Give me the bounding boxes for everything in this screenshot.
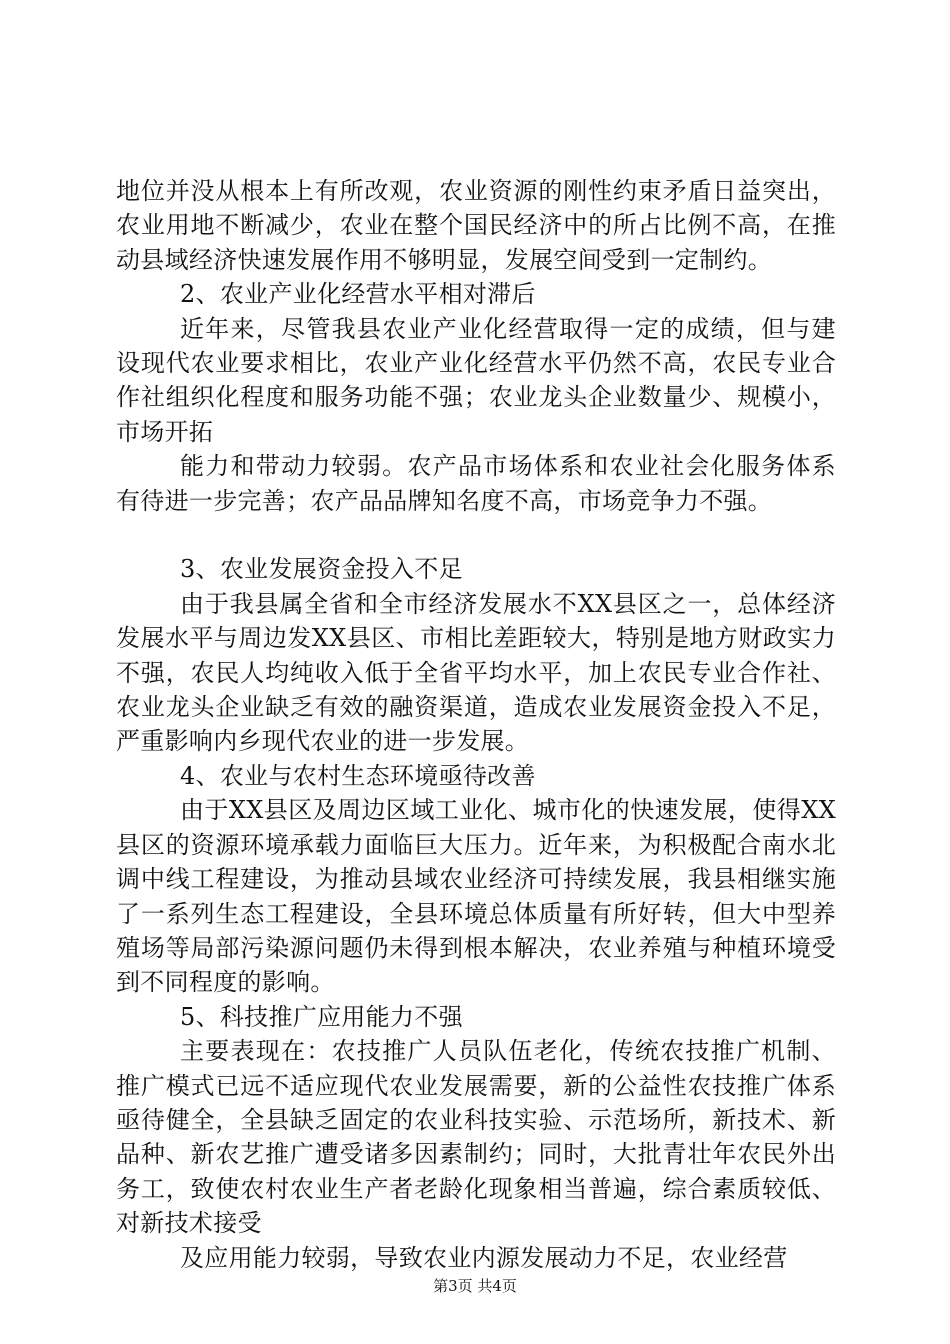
paragraph: 由于XX县区及周边区域工业化、城市化的快速发展，使得XX县区的资源环境承载力面临巨大压力。近年来，为积极配合南水北调中线工程建设，为推动县域农业经济可持续发展，我县相继实施了一系列生态工程建设，全县环境总体质量有所好转，但大中型养殖场等局部污染源问题仍未得到根本解决，农业养殖与种植环境受到不同程度的影响。: [116, 796, 836, 997]
paragraph: 由于我县属全省和全市经济发展水不XX县区之一，总体经济发展水平与周边发XX县区、市相比差距较大，特别是地方财政实力不强，农民人均纯收入低于全省平均水平，加上农民专业合作社、农业龙头企业缺乏有效的融资渠道，造成农业发展资金投入不足，严重影响内乡现代农业的进一步发展。: [116, 589, 836, 756]
paragraph: 主要表现在：农技推广人员队伍老化，传统农技推广机制、推广模式已远不适应现代农业发展需要，新的公益性农技推广体系亟待健全，全县缺乏固定的农业科技实验、示范场所，新技术、新品种、新农艺推广遭受诸多因素制约；同时，大批青壮年农民外出务工，致使农村农业生产者老龄化现象相当普遍，综合素质较低、对新技术接受: [116, 1037, 836, 1238]
paragraph: 3、农业发展资金投入不足: [180, 555, 463, 584]
paragraph: 5、科技推广应用能力不强: [180, 1002, 463, 1031]
document-body: [116, 174, 836, 1275]
blank-line: [116, 518, 836, 552]
paragraph: 近年来，尽管我县农业产业化经营取得一定的成绩，但与建设现代农业要求相比，农业产业化经营水平仍然不高，农民专业合作社组织化程度和服务功能不强；农业龙头企业数量少、规模小，市场开拓: [116, 314, 836, 446]
paragraph: 地位并没从根本上有所改观，农业资源的刚性约束矛盾日益突出，农业用地不断减少，农业在整个国民经济中的所占比例不高，在推动县域经济快速发展作用不够明显，发展空间受到一定制约。: [116, 177, 836, 274]
paragraph: 2、农业产业化经营水平相对滞后: [180, 280, 536, 309]
paragraph: 4、农业与农村生态环境亟待改善: [180, 761, 536, 790]
page-footer: 第3页 共4页: [433, 1277, 517, 1295]
paragraph: 及应用能力较弱，导致农业内源发展动力不足，农业经营: [180, 1243, 788, 1272]
paragraph: 能力和带动力较弱。农产品市场体系和农业社会化服务体系有待进一步完善；农产品品牌知名度不高，市场竞争力不强。: [116, 452, 836, 515]
